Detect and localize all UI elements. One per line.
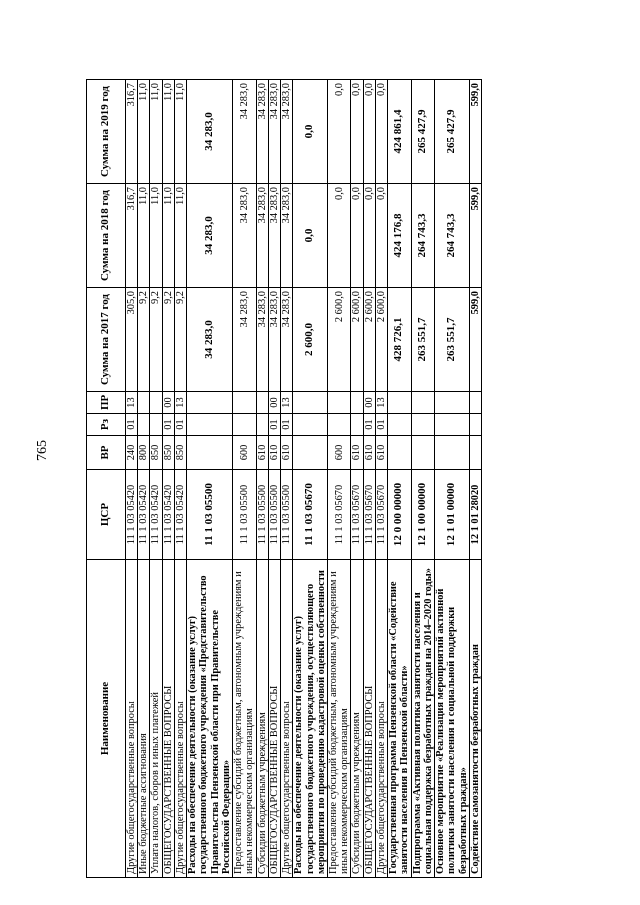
cell-name: Расходы на обеспечение деятельности (оказание услуг) государственного бюджетного учреждения, осуществляющего мероприятия по проведению кадастровой оценки собственности	[293, 560, 328, 878]
cell-sum-2017: 9,2	[138, 288, 150, 392]
header-name: Наименование	[87, 560, 126, 878]
cell-name: Уплата налогов, сборов и иных платежей	[150, 560, 162, 878]
cell-pr: 00	[162, 392, 174, 414]
cell-rz	[411, 414, 434, 436]
cell-sum-2019: 34 283,0	[187, 80, 233, 184]
cell-sum-2019: 34 283,0	[268, 80, 280, 184]
cell-rz: 01	[375, 414, 387, 436]
cell-pr: 00	[268, 392, 280, 414]
cell-sum-2018: 0,0	[363, 184, 375, 288]
cell-sum-2019: 11,0	[150, 80, 162, 184]
cell-rz	[327, 414, 350, 436]
cell-sum-2018: 424 176,8	[388, 184, 411, 288]
cell-name: Предоставление субсидий бюджетным, автономным учреждениям и иным некоммерческим организациям	[233, 560, 256, 878]
cell-name: ОБЩЕГОСУДАРСТВЕННЫЕ ВОПРОСЫ	[363, 560, 375, 878]
cell-sum-2018: 34 283,0	[233, 184, 256, 288]
cell-sum-2019: 265 427,9	[435, 80, 470, 184]
cell-sum-2019: 11,0	[138, 80, 150, 184]
cell-sum-2018: 0,0	[351, 184, 363, 288]
cell-sum-2017: 9,2	[150, 288, 162, 392]
cell-sum-2019: 34 283,0	[233, 80, 256, 184]
header-sum-2019: Сумма на 2019 год	[87, 80, 126, 184]
cell-rz	[233, 414, 256, 436]
cell-sum-2017: 34 283,0	[187, 288, 233, 392]
cell-name: Государственная программа Пензенской области «Содействие занятости населения в Пензенской области»	[388, 560, 411, 878]
cell-sum-2017: 34 283,0	[281, 288, 293, 392]
cell-sum-2018: 264 743,3	[435, 184, 470, 288]
cell-sum-2017: 9,2	[174, 288, 186, 392]
table-row	[126, 80, 138, 878]
cell-pr	[435, 392, 470, 414]
cell-vr: 800	[138, 436, 150, 470]
cell-vr	[435, 436, 470, 470]
cell-sum-2018: 34 283,0	[281, 184, 293, 288]
cell-csr: 12 1 00 00000	[411, 470, 434, 560]
cell-name: Другие общегосударственные вопросы	[174, 560, 186, 878]
page-number: 765	[35, 440, 50, 461]
table-row	[388, 80, 411, 878]
table-row	[363, 80, 375, 878]
cell-pr	[187, 392, 233, 414]
cell-csr: 11 1 03 05420	[138, 470, 150, 560]
cell-sum-2017: 599,0	[469, 288, 481, 392]
cell-csr: 11 1 03 05420	[150, 470, 162, 560]
cell-csr: 11 1 03 05500	[281, 470, 293, 560]
cell-rz	[150, 414, 162, 436]
header-sum-2018: Сумма на 2018 год	[87, 184, 126, 288]
cell-vr: 850	[162, 436, 174, 470]
cell-sum-2018: 11,0	[150, 184, 162, 288]
cell-pr: 00	[363, 392, 375, 414]
cell-rz	[388, 414, 411, 436]
table-row	[281, 80, 293, 878]
cell-pr	[469, 392, 481, 414]
cell-vr: 600	[327, 436, 350, 470]
cell-sum-2017: 2 600,0	[293, 288, 328, 392]
cell-name: Предоставление субсидий бюджетным, автономным учреждениям и иным некоммерческим организациям	[327, 560, 350, 878]
cell-csr: 12 1 01 28020	[469, 470, 481, 560]
cell-pr	[138, 392, 150, 414]
table-row	[268, 80, 280, 878]
cell-sum-2018: 264 743,3	[411, 184, 434, 288]
cell-sum-2017: 34 283,0	[268, 288, 280, 392]
header-pr: ПР	[87, 392, 126, 414]
cell-rz: 01	[363, 414, 375, 436]
cell-rz	[293, 414, 328, 436]
cell-rz	[187, 414, 233, 436]
cell-name: Подпрограмма «Активная политика занятости населения и социальная поддержка безработных граждан на 2014–2020 годы»	[411, 560, 434, 878]
cell-name: Другие общегосударственные вопросы	[281, 560, 293, 878]
cell-rz: 01	[268, 414, 280, 436]
cell-pr	[327, 392, 350, 414]
cell-vr: 610	[351, 436, 363, 470]
cell-csr: 11 1 03 05500	[187, 470, 233, 560]
cell-sum-2018: 11,0	[138, 184, 150, 288]
cell-name: Другие общегосударственные вопросы	[126, 560, 138, 878]
cell-pr: 13	[375, 392, 387, 414]
header-vr: ВР	[87, 436, 126, 470]
cell-rz	[138, 414, 150, 436]
table-row	[138, 80, 150, 878]
cell-sum-2019: 599,0	[469, 80, 481, 184]
cell-sum-2017: 2 600,0	[375, 288, 387, 392]
cell-vr: 240	[126, 436, 138, 470]
cell-name: ОБЩЕГОСУДАРСТВЕННЫЕ ВОПРОСЫ	[268, 560, 280, 878]
cell-sum-2017: 34 283,0	[233, 288, 256, 392]
table-row	[233, 80, 256, 878]
table-row	[469, 80, 481, 878]
cell-pr: 13	[174, 392, 186, 414]
cell-pr	[256, 392, 268, 414]
cell-sum-2017: 263 551,7	[435, 288, 470, 392]
cell-csr: 11 1 03 05670	[363, 470, 375, 560]
cell-sum-2017: 2 600,0	[327, 288, 350, 392]
rotated-page-content	[86, 80, 576, 878]
cell-sum-2019: 34 283,0	[256, 80, 268, 184]
cell-sum-2017: 263 551,7	[411, 288, 434, 392]
cell-vr: 610	[268, 436, 280, 470]
cell-vr: 610	[375, 436, 387, 470]
table-row	[256, 80, 268, 878]
table-header-row	[87, 80, 126, 878]
cell-pr	[388, 392, 411, 414]
cell-vr	[388, 436, 411, 470]
cell-vr	[187, 436, 233, 470]
cell-csr: 11 1 03 05500	[268, 470, 280, 560]
cell-vr	[469, 436, 481, 470]
cell-rz	[256, 414, 268, 436]
cell-sum-2019: 424 861,4	[388, 80, 411, 184]
cell-name: Другие общегосударственные вопросы	[375, 560, 387, 878]
cell-rz: 01	[281, 414, 293, 436]
cell-sum-2019: 34 283,0	[281, 80, 293, 184]
cell-csr: 11 1 03 05420	[126, 470, 138, 560]
cell-rz	[351, 414, 363, 436]
cell-vr: 610	[256, 436, 268, 470]
cell-sum-2019: 316,7	[126, 80, 138, 184]
cell-name: Основное мероприятие «Реализация мероприятий активной политики занятости населения и социальной поддержки безработных граждан»	[435, 560, 470, 878]
cell-sum-2018: 34 283,0	[268, 184, 280, 288]
cell-sum-2019: 0,0	[363, 80, 375, 184]
table-row	[327, 80, 350, 878]
cell-name: Иные бюджетные ассигнования	[138, 560, 150, 878]
table-body	[126, 80, 482, 878]
cell-csr: 11 1 03 05670	[293, 470, 328, 560]
cell-rz	[469, 414, 481, 436]
cell-sum-2018: 11,0	[174, 184, 186, 288]
table-row	[351, 80, 363, 878]
cell-sum-2018: 0,0	[293, 184, 328, 288]
cell-sum-2018: 34 283,0	[187, 184, 233, 288]
header-sum-2017: Сумма на 2017 год	[87, 288, 126, 392]
cell-sum-2019: 0,0	[327, 80, 350, 184]
cell-sum-2018: 0,0	[327, 184, 350, 288]
cell-sum-2019: 265 427,9	[411, 80, 434, 184]
cell-sum-2017: 2 600,0	[363, 288, 375, 392]
cell-csr: 11 1 03 05500	[256, 470, 268, 560]
table-row	[435, 80, 470, 878]
cell-csr: 11 1 03 05670	[351, 470, 363, 560]
cell-sum-2018: 0,0	[375, 184, 387, 288]
cell-sum-2017: 2 600,0	[351, 288, 363, 392]
cell-pr	[150, 392, 162, 414]
cell-sum-2017: 428 726,1	[388, 288, 411, 392]
cell-name: Расходы на обеспечение деятельности (оказание услуг) государственного бюджетного учреждения «Представительство Правительства Пензенской области при Правительстве Российской Федерации»	[187, 560, 233, 878]
cell-csr: 11 1 03 05420	[174, 470, 186, 560]
cell-sum-2019: 0,0	[293, 80, 328, 184]
table-row	[162, 80, 174, 878]
header-csr: ЦСР	[87, 470, 126, 560]
cell-pr: 13	[281, 392, 293, 414]
cell-csr: 11 1 03 05420	[162, 470, 174, 560]
cell-sum-2017: 34 283,0	[256, 288, 268, 392]
header-rz: Рз	[87, 414, 126, 436]
cell-rz	[435, 414, 470, 436]
cell-vr: 850	[150, 436, 162, 470]
cell-sum-2019: 11,0	[174, 80, 186, 184]
cell-pr	[351, 392, 363, 414]
cell-rz: 01	[162, 414, 174, 436]
table-row	[174, 80, 186, 878]
table-row	[293, 80, 328, 878]
cell-pr: 13	[126, 392, 138, 414]
cell-vr	[293, 436, 328, 470]
cell-name: ОБЩЕГОСУДАРСТВЕННЫЕ ВОПРОСЫ	[162, 560, 174, 878]
budget-table	[86, 79, 482, 878]
cell-sum-2018: 34 283,0	[256, 184, 268, 288]
cell-vr	[411, 436, 434, 470]
cell-sum-2019: 11,0	[162, 80, 174, 184]
table-row	[411, 80, 434, 878]
cell-vr: 610	[281, 436, 293, 470]
cell-sum-2018: 11,0	[162, 184, 174, 288]
cell-sum-2018: 599,0	[469, 184, 481, 288]
cell-csr: 11 1 03 05670	[327, 470, 350, 560]
table-row	[187, 80, 233, 878]
cell-name: Субсидии бюджетным учреждениям	[351, 560, 363, 878]
table-row	[375, 80, 387, 878]
cell-csr: 11 1 03 05500	[233, 470, 256, 560]
cell-name: Субсидии бюджетным учреждениям	[256, 560, 268, 878]
cell-csr: 12 1 01 00000	[435, 470, 470, 560]
cell-vr: 850	[174, 436, 186, 470]
cell-vr: 600	[233, 436, 256, 470]
cell-pr	[293, 392, 328, 414]
cell-csr: 11 1 03 05670	[375, 470, 387, 560]
cell-sum-2017: 9,2	[162, 288, 174, 392]
table-row	[150, 80, 162, 878]
cell-pr	[233, 392, 256, 414]
cell-name: Содействие самозанятости безработных граждан	[469, 560, 481, 878]
cell-sum-2019: 0,0	[375, 80, 387, 184]
cell-pr	[411, 392, 434, 414]
cell-sum-2018: 316,7	[126, 184, 138, 288]
cell-rz: 01	[174, 414, 186, 436]
cell-csr: 12 0 00 00000	[388, 470, 411, 560]
cell-sum-2019: 0,0	[351, 80, 363, 184]
cell-vr: 610	[363, 436, 375, 470]
cell-sum-2017: 305,0	[126, 288, 138, 392]
cell-rz: 01	[126, 414, 138, 436]
